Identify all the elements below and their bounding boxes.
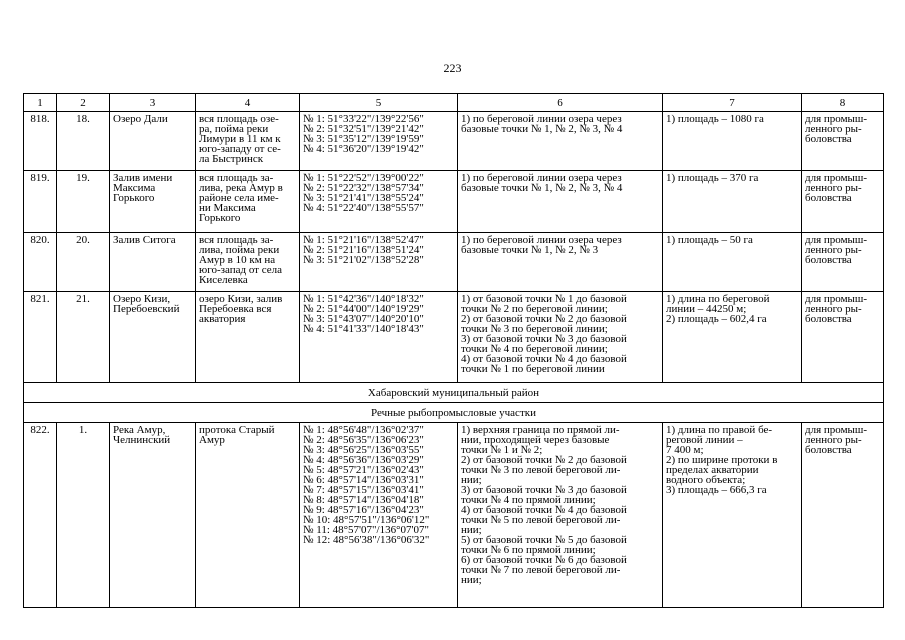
base-point-coordinates: № 1: 48°56'48"/136°02'37" № 2: 48°56'35"/136°06'23" № 3: 48°56'25"/136°03'55" № 4: 48°56'36"/136°03'29" № 5: 48°57'21"/136°02'43" № 6: 48°57'14"/136°03'31" № 7: 48°57'15"/136°03'41" № 8: 48°57'14"/136°04'18" № 9: 48°57'16"/136°04'23" № 10: 48°57'51"/136°06'12" № 11: 48°57'07"/136°07'07" № 12: 48°56'38"/136°06'32": [300, 423, 458, 608]
purpose: для промыш- ленного ры- боловства: [802, 233, 884, 292]
table-row: [24, 292, 884, 383]
border-description: 1) по береговой линии озера через базовые точки № 1, № 2, № 3, № 4: [458, 112, 663, 171]
section-row: [24, 383, 884, 403]
purpose: для промыш- ленного ры- боловства: [802, 112, 884, 171]
area-name: Озеро Дали: [110, 112, 196, 171]
column-number: 6: [458, 94, 663, 112]
base-point-coordinates: № 1: 51°42'36"/140°18'32" № 2: 51°44'00"/140°19'29" № 3: 51°43'07"/140°20'10" № 4: 51°41'33"/140°18'43": [300, 292, 458, 383]
base-point-coordinates: № 1: 51°21'16"/138°52'47" № 2: 51°21'16"/138°51'24" № 3: 51°21'02"/138°52'28": [300, 233, 458, 292]
column-number-row: [24, 94, 884, 112]
area-name: Залив Ситога: [110, 233, 196, 292]
row-number: 821.: [24, 292, 57, 383]
border-description: 1) верхняя граница по прямой ли- нии, проходящей через базовые точки № 1 и № 2; 2) от базовой точки № 2 до базовой точки № 3 по левой береговой ли- нии; 3) от базовой точки № 3 до базовой точки № 4 по прямой линии; 4) от базовой точки № 4 до базовой точки № 5 по левой береговой ли- нии; 5) от базовой точки № 5 до базовой точки № 6 по прямой линии; 6) от базовой точки № 6 до базовой точки № 7 по левой береговой ли- нии;: [458, 423, 663, 608]
border-description: 1) по береговой линии озера через базовые точки № 1, № 2, № 3: [458, 233, 663, 292]
column-number: 1: [24, 94, 57, 112]
purpose: для промыш- ленного ры- боловства: [802, 423, 884, 608]
section-type-heading: Речные рыбопромысловые участки: [24, 403, 884, 423]
area-size: 1) площадь – 50 га: [663, 233, 802, 292]
table-row: [24, 112, 884, 171]
area-name: Река Амур, Челнинский: [110, 423, 196, 608]
area-description: вся площадь за- лива, пойма реки Амур в 10 км на юго-запад от села Киселевка: [196, 233, 300, 292]
row-number: 818.: [24, 112, 57, 171]
page-number: 223: [443, 61, 462, 75]
row-number: 820.: [24, 233, 57, 292]
table-row: [24, 171, 884, 233]
area-size: 1) длина по береговой линии – 44250 м; 2) площадь – 602,4 га: [663, 292, 802, 383]
column-number: 4: [196, 94, 300, 112]
column-number: 3: [110, 94, 196, 112]
area-description: протока Старый Амур: [196, 423, 300, 608]
district-index: 19.: [57, 171, 110, 233]
border-description: 1) от базовой точки № 1 до базовой точки № 2 по береговой линии; 2) от базовой точки № 2 до базовой точки № 3 по береговой линии; 3) от базовой точки № 3 до базовой точки № 4 по береговой линии; 4) от базовой точки № 4 до базовой точки № 1 по береговой линии: [458, 292, 663, 383]
district-index: 20.: [57, 233, 110, 292]
district-index: 1.: [57, 423, 110, 608]
area-description: озеро Кизи, залив Перебоевка вся акватория: [196, 292, 300, 383]
area-description: вся площадь за- лива, река Амур в районе села име- ни Максима Горького: [196, 171, 300, 233]
purpose: для промыш- ленного ры- боловства: [802, 171, 884, 233]
area-description: вся площадь озе- ра, пойма реки Лимури в 11 км к юго-западу от се- ла Быстринск: [196, 112, 300, 171]
fishing-areas-table: [23, 93, 884, 608]
border-description: 1) по береговой линии озера через базовые точки № 1, № 2, № 3, № 4: [458, 171, 663, 233]
area-size: 1) площадь – 1080 га: [663, 112, 802, 171]
district-heading: Хабаровский муниципальный район: [24, 383, 884, 403]
table-row: [24, 423, 884, 608]
base-point-coordinates: № 1: 51°22'52"/139°00'22" № 2: 51°22'32"/138°57'34" № 3: 51°21'41"/138°55'24" № 4: 51°22'40"/138°55'57": [300, 171, 458, 233]
column-number: 8: [802, 94, 884, 112]
column-number: 5: [300, 94, 458, 112]
row-number: 819.: [24, 171, 57, 233]
district-index: 21.: [57, 292, 110, 383]
area-name: Залив имени Максима Горького: [110, 171, 196, 233]
area-size: 1) площадь – 370 га: [663, 171, 802, 233]
column-number: 7: [663, 94, 802, 112]
table-row: [24, 233, 884, 292]
area-size: 1) длина по правой бе- реговой линии – 7 400 м; 2) по ширине протоки в пределах акватории водного объекта; 3) площадь – 666,3 га: [663, 423, 802, 608]
row-number: 822.: [24, 423, 57, 608]
section-row: [24, 403, 884, 423]
area-name: Озеро Кизи, Перебоевский: [110, 292, 196, 383]
district-index: 18.: [57, 112, 110, 171]
purpose: для промыш- ленного ры- боловства: [802, 292, 884, 383]
column-number: 2: [57, 94, 110, 112]
base-point-coordinates: № 1: 51°33'22"/139°22'56" № 2: 51°32'51"/139°21'42" № 3: 51°35'12"/139°19'59" № 4: 51°36'20"/139°19'42": [300, 112, 458, 171]
